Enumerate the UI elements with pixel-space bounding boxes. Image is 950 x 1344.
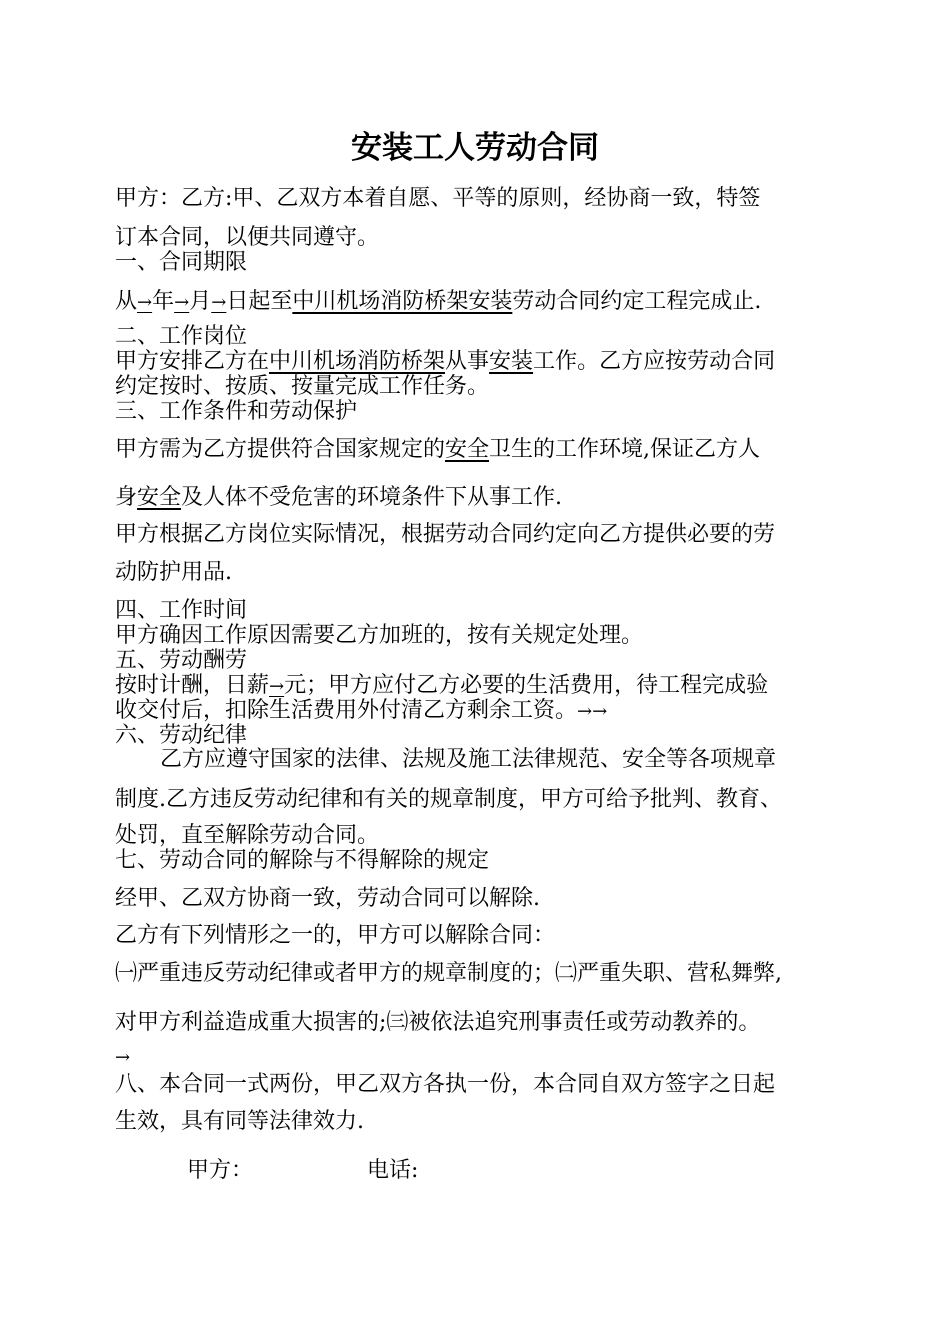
section-7-line-3: ㈠严重违反劳动纪律或者甲方的规章制度的；㈡严重失职、营私舞弊, — [115, 961, 782, 986]
phone-label: 电话: — [367, 1158, 419, 1183]
cond-text-b: 卫生的工作环境,保证乙方人 — [489, 437, 761, 462]
wage-text-c: 收交付后，扣除生活费用外付清乙方剩余工资。 — [115, 698, 578, 723]
section-1-term — [115, 289, 761, 316]
post-text-b: 从事 — [445, 349, 490, 374]
cond-text-d: 及人体不受危害的环境条件下从事工作. — [181, 485, 563, 510]
safety-term: 安全 — [445, 437, 490, 462]
safety-term-2: 安全 — [137, 485, 182, 510]
party-a-signature-label: 甲方： — [187, 1158, 254, 1183]
section-2-line-1 — [115, 349, 775, 375]
intro-line-2: 订本合同，以便共同遵守。 — [115, 225, 380, 250]
section-7-line-1: 经甲、乙双方协商一致，劳动合同可以解除. — [115, 886, 540, 911]
section-6-line-2: 制度.乙方违反劳动纪律和有关的规章制度，甲方可给予批判、教育、 — [115, 787, 782, 812]
section-5-line-1 — [115, 673, 768, 700]
section-6-line-3: 处罚，直至解除劳动合同。 — [115, 823, 380, 848]
cond-text-a: 甲方需为乙方提供符合国家规定的 — [115, 437, 446, 462]
term-day-until: 日起至 — [226, 289, 293, 314]
section-5-heading: 五、劳动酬劳 — [115, 648, 248, 673]
section-3-line-4: 动防护用品. — [115, 560, 232, 585]
daily-wage-blank: → — [269, 676, 285, 697]
section-2-line-2: 约定按时、按质、按量完成工作任务。 — [115, 374, 490, 399]
wage-text-b: 元；甲方应付乙方必要的生活费用，待工程完成验 — [284, 673, 769, 698]
section-5-line-2 — [115, 698, 607, 725]
section-6-heading: 六、劳动纪律 — [115, 723, 248, 748]
work-place: 中川机场消防桥架 — [269, 349, 446, 374]
section-3-heading: 三、工作条件和劳动保护 — [115, 399, 358, 424]
section-7-arrow: → — [115, 1047, 131, 1068]
year-blank: → — [137, 292, 153, 313]
job-type: 安装 — [489, 349, 534, 374]
month-blank: → — [174, 292, 190, 313]
section-4-heading: 四、工作时间 — [115, 598, 248, 623]
term-month: 月 — [189, 289, 212, 314]
term-year: 年 — [152, 289, 175, 314]
post-text-c: 工作。乙方应按劳动合同 — [533, 349, 776, 374]
section-8-line-2: 生效，具有同等法律效力. — [115, 1109, 364, 1134]
cond-text-c: 身 — [115, 485, 138, 510]
day-blank: → — [211, 292, 227, 313]
section-2-heading: 二、工作岗位 — [115, 324, 248, 349]
section-3-line-3: 甲方根据乙方岗位实际情况，根据劳动合同约定向乙方提供必要的劳 — [115, 522, 776, 547]
section-8-line-1: 八、本合同一式两份，甲乙双方各执一份，本合同自双方签字之日起 — [115, 1072, 776, 1097]
post-text-a: 甲方安排乙方在 — [115, 349, 270, 374]
intro-line-1: 甲方：乙方:甲、乙双方本着自愿、平等的原则，经协商一致，特签 — [115, 186, 761, 211]
section-3-line-1 — [115, 437, 760, 463]
term-end: 劳动合同约定工程完成止. — [512, 289, 762, 314]
project-name: 中川机场消防桥架安装 — [292, 289, 513, 314]
wage-arrows: →→ — [577, 701, 608, 722]
section-6-line-1: 乙方应遵守国家的法律、法规及施工法律规范、安全等各项规章 — [160, 747, 777, 772]
section-3-line-2 — [115, 485, 562, 511]
document-title: 安装工人劳动合同 — [351, 130, 599, 166]
section-7-line-4: 对甲方利益造成重大损害的;㈢被依法追究刑事责任或劳动教养的。 — [115, 1010, 761, 1035]
section-7-heading: 七、劳动合同的解除与不得解除的规定 — [115, 848, 490, 873]
term-from: 从 — [115, 289, 138, 314]
section-1-heading: 一、合同期限 — [115, 250, 248, 275]
section-7-line-2: 乙方有下列情形之一的，甲方可以解除合同： — [115, 923, 556, 948]
wage-text-a: 按时计酬，日薪 — [115, 673, 270, 698]
section-4-line-1: 甲方确因工作原因需要乙方加班的，按有关规定处理。 — [115, 623, 644, 648]
